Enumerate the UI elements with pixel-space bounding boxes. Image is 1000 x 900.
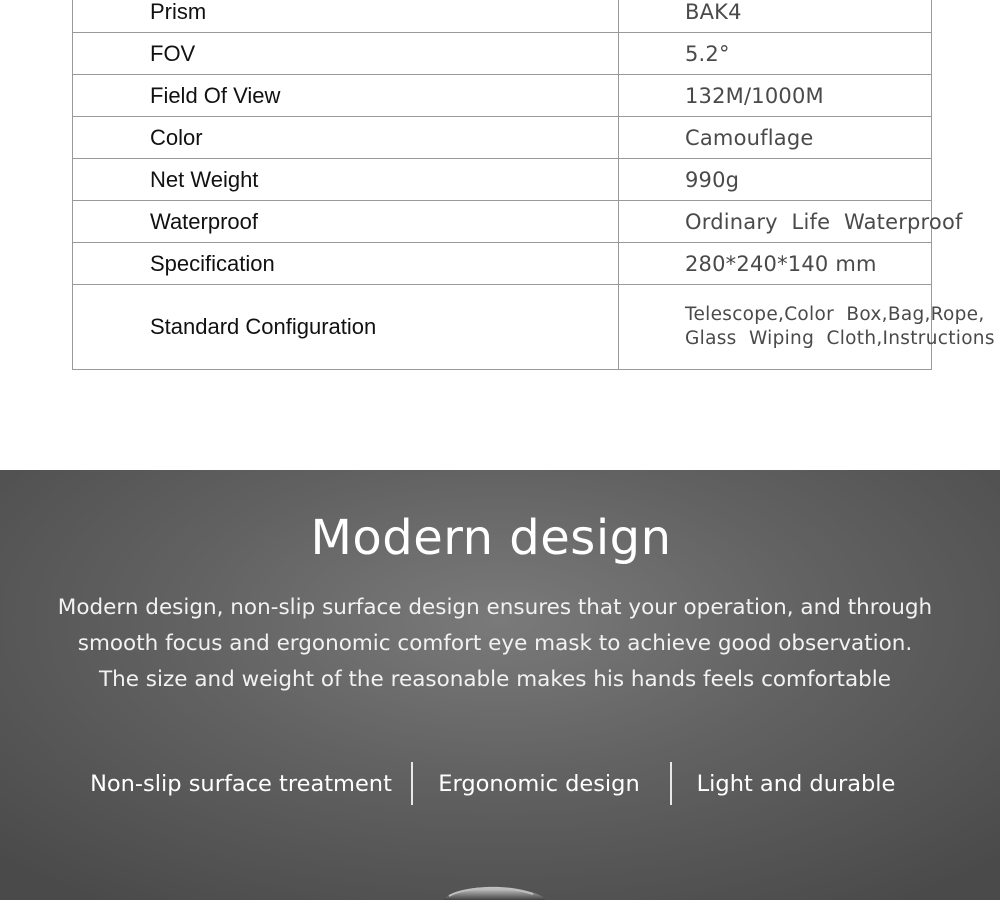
spec-value-specification: 280*240*140 mm [619, 243, 932, 285]
section-title: Modern design [310, 510, 672, 566]
spec-label-color: Color [73, 117, 619, 159]
table-row [73, 33, 932, 75]
spec-value-net-weight: 990g [619, 159, 932, 201]
section-description [0, 590, 990, 698]
spec-table [72, 0, 995, 370]
table-row [73, 243, 932, 285]
spec-label-fov: FOV [73, 33, 619, 75]
spec-value-prism: BAK4 [619, 0, 932, 33]
feature-ergonomic: Ergonomic design [438, 771, 640, 797]
spec-value-color: Camouflage [619, 117, 932, 159]
feature-divider [411, 762, 413, 805]
table-row [73, 0, 932, 33]
spec-value-fov: 5.2° [619, 33, 932, 75]
spec-label-net-weight: Net Weight [73, 159, 619, 201]
spec-value-field-of-view: 132M/1000M [619, 75, 932, 117]
spec-label-waterproof: Waterproof [73, 201, 619, 243]
table-row [73, 117, 932, 159]
description-line-1: Modern design, non-slip surface design ensures that your operation, and through [57, 595, 933, 620]
table-row [73, 285, 932, 370]
spec-value-config-line-1: Telescope,Color Box,Bag,Rope, [685, 304, 985, 325]
spec-label-field-of-view: Field Of View [73, 75, 619, 117]
spec-label-prism: Prism [73, 0, 619, 33]
table-row [73, 159, 932, 201]
spec-label-standard-configuration: Standard Configuration [73, 285, 619, 370]
feature-non-slip: Non-slip surface treatment [90, 771, 392, 797]
product-image [425, 882, 575, 900]
spec-label-specification: Specification [73, 243, 619, 285]
table-row [73, 201, 932, 243]
description-line-3: The size and weight of the reasonable makes his hands feels comfortable [98, 667, 891, 692]
table-row [73, 75, 932, 117]
description-line-2: smooth focus and ergonomic comfort eye mask to achieve good observation. [77, 631, 913, 656]
design-section [0, 470, 1000, 900]
feature-divider [670, 762, 672, 805]
spec-value-standard-configuration [619, 285, 995, 370]
spec-value-waterproof: Ordinary Life Waterproof [619, 201, 932, 243]
feature-light-durable: Light and durable [696, 771, 896, 797]
spec-value-config-line-2: Glass Wiping Cloth,Instructions [685, 328, 995, 349]
feature-list [0, 762, 1000, 806]
